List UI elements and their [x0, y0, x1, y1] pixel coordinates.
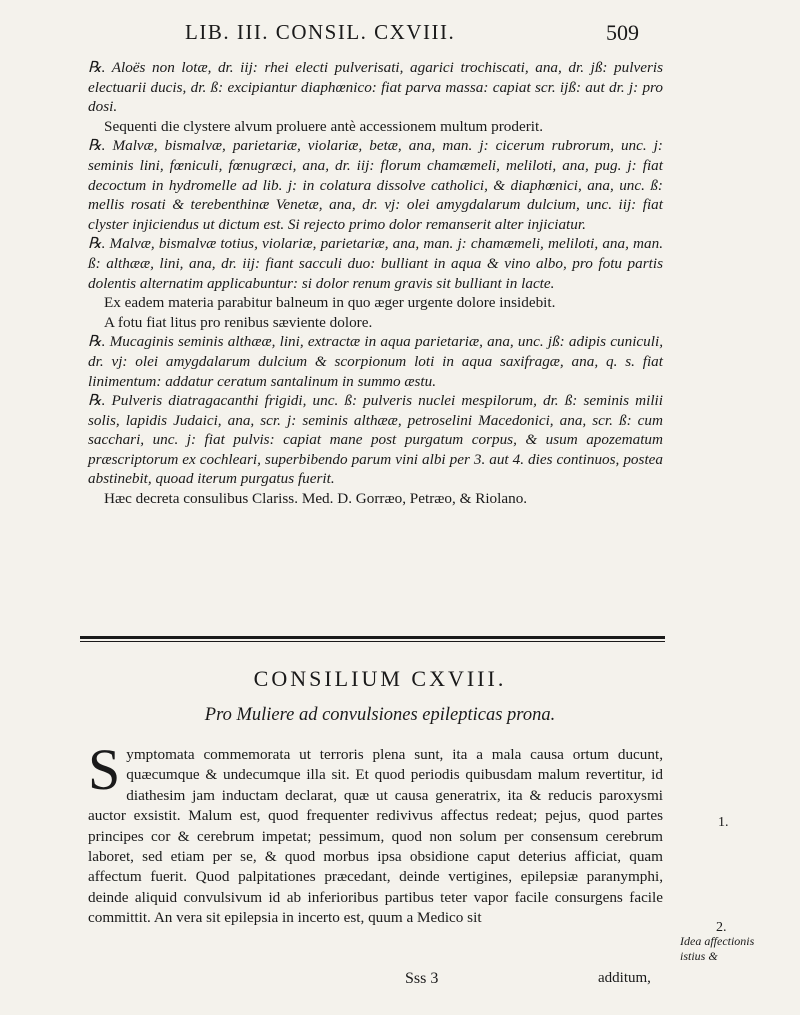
- page-header: [0, 20, 800, 56]
- consilium-body: [88, 737, 663, 929]
- drop-cap: S: [88, 737, 121, 802]
- margin-note-number: 1.: [718, 815, 729, 830]
- running-head: LIB. III. CONSIL. CXVIII.: [185, 20, 456, 44]
- recipe-paragraph: ℞. Pulveris diatragacanthi frigidi, unc. ß: pulveris nuclei mespilorum, dr. ß: seminis milii solis, lapidis Judaici, ana, scr. j: seminis althææ, petroselini Macedonici, ana, scr. ß: cum sacchari, unc. j: fiat pulvis: capiat mane post purgatum corpus, & usum apozematum præscriptorum ex cochleari, superbibendo parum vini albi per 3. aut 4. dies continuos, postea abstinebit, quoad iterum purgatus fuerit.: [88, 392, 663, 488]
- recipes-section: [88, 58, 663, 509]
- consilium-subtitle: Pro Muliere ad convulsiones epilepticas prona.: [204, 705, 556, 725]
- margin-note-text: Idea affectionis istius &: [680, 934, 755, 963]
- recipe-paragraph: ℞. Aloës non lotæ, dr. iij: rhei electi pulverisati, agarici trochiscati, ana, dr. jß: pulveris electuarii ducis, dr. ß: excipiantur diaphœnico: fiat parva massa: capiat scr. ijß: aut dr. j: pro dosi.: [88, 59, 663, 116]
- section-divider: [80, 636, 665, 639]
- catchword: additum,: [598, 970, 651, 986]
- recipe-paragraph: ℞. Malvæ, bismalvæ totius, violariæ, parietariæ, ana, man. j: chamæmeli, meliloti, ana, man. ß: althææ, lini, ana, dr. iij: fiant sacculi duo: bulliant in aqua & vino albo, pro fotu partis dolentis alternatim applicabuntur: si dolor renum gravis sit bulliant in lacte.: [88, 235, 663, 292]
- section-divider-thin: [80, 641, 665, 642]
- text-paragraph: A fotu fiat litus pro renibus sæviente dolore.: [104, 313, 373, 331]
- text-paragraph: Sequenti die clystere alvum proluere antè accessionem multum proderit.: [104, 117, 544, 135]
- consilium-text: ymptomata commemorata ut terroris plena sunt, ita a mala causa ortum ducunt, quæcumque & undecumque illa sit. Et quod periodis quibusdam malum revertitur, id diathesim jam inductam declarat, quæ ut causa generatrix, ita & reducis paroxysmi auctor exsistit. Malum est, quod frequenter redivivus affectus redeat; pejus, quod partes principes cor & cerebrum impetat; pessimum, quod non solum per consensum cerebrum laboret, sed etiam per se, & quod morbus ipsa obsidione caput deterius afficiat, quam affectum fuerit. Quod palpitationes præcedant, deinde vertigines, epilepsiæ paranymphi, deinde aliquid convulsivum id ab inferioribus partibus teter vapor facile consurgens facile committit. An vera sit epilepsia in incerto est, quum a Medico sit: [88, 746, 663, 927]
- recipe-paragraph: ℞. Mucaginis seminis althææ, lini, extractæ in aqua parietariæ, ana, unc. jß: adipis cuniculi, dr. vj: olei amygdalarum dulcium & scorpionum loti in aqua saxifragæ, ana, q. s. fiat linimentum: addatur ceratum santalinum in summo æstu.: [88, 333, 663, 390]
- text-paragraph: Ex eadem materia parabitur balneum in quo æger urgente dolore insidebit.: [104, 294, 556, 312]
- margin-note-number: 2.: [716, 920, 727, 935]
- consilium-title: CONSILIUM CXVIII.: [253, 666, 507, 691]
- page-number: 509: [606, 20, 639, 45]
- signature-mark: Sss 3: [405, 970, 439, 987]
- consultants-line: Hæc decreta consulibus Clariss. Med. D. Gorræo, Petræo, & Riolano.: [104, 490, 528, 508]
- recipe-paragraph: ℞. Malvæ, bismalvæ, parietariæ, violariæ, betæ, ana, man. j: cicerum rubrorum, unc. j: seminis lini, fœniculi, fœnugræci, ana, dr. iij: florum chamæmeli, meliloti, ana, pug. j: fiat decoctum in hydromelle ad lib. j: in colatura dissolve catholici, & diaphœnici, ana, unc. ß: mellis rosati & terebenthinæ Venetæ, ana, dr. vj: olei amygdalarum dulcium, unc. iij: fiat clyster injiciendus ut dictum est. Si rejecto primo dolor remanserit alter injiciatur.: [88, 137, 663, 233]
